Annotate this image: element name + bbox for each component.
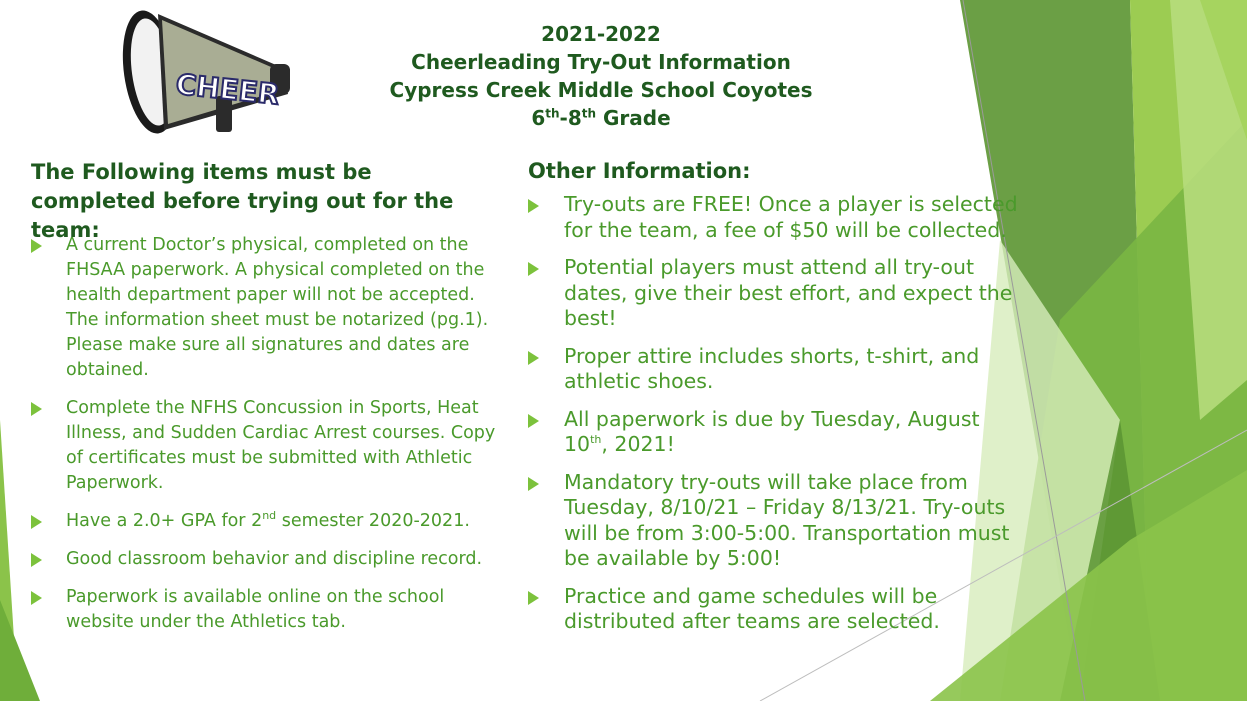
bullet-arrow-icon (528, 351, 539, 365)
requirements-list (31, 233, 496, 648)
megaphone-icon (118, 6, 298, 141)
other-info-list (528, 192, 1018, 647)
list-item: Try-outs are FREE! Once a player is selected for the team, a fee of $50 will be collected. (528, 192, 1018, 243)
list-item: Practice and game schedules will be distributed after teams are selected. (528, 584, 1018, 635)
page-title (370, 20, 832, 132)
title-main: Cheerleading Try-Out Information (411, 50, 791, 74)
other-info-heading: Other Information: (528, 159, 751, 183)
list-item: Potential players must attend all try-out dates, give their best effort, and expect the best! (528, 255, 1018, 332)
bullet-arrow-icon (31, 402, 42, 416)
list-item: Mandatory try-outs will take place from Tuesday, 8/10/21 – Friday 8/13/21. Try-outs will be from 3:00-5:00. Transportation must be available by 5:00! (528, 470, 1018, 572)
list-item: Paperwork is available online on the school website under the Athletics tab. (31, 585, 496, 635)
bullet-arrow-icon (528, 591, 539, 605)
title-grade: 6th-8th Grade (531, 106, 671, 130)
logo-text: CHEER (174, 67, 281, 112)
bullet-arrow-icon (528, 414, 539, 428)
bullet-arrow-icon (31, 553, 42, 567)
list-item: A current Doctor’s physical, completed on the FHSAA paperwork. A physical completed on the health department paper will not be accepted. The information sheet must be notarized (pg.1). Please make sure all signatures and dates are obtained. (31, 233, 496, 383)
list-item: Complete the NFHS Concussion in Sports, Heat Illness, and Sudden Cardiac Arrest courses. Copy of certificates must be submitted with Athletic Paperwork. (31, 396, 496, 496)
bullet-arrow-icon (528, 262, 539, 276)
bullet-arrow-icon (31, 239, 42, 253)
bullet-arrow-icon (31, 515, 42, 529)
bullet-arrow-icon (31, 591, 42, 605)
list-item: All paperwork is due by Tuesday, August 10th, 2021! (528, 407, 1018, 458)
title-year: 2021-2022 (541, 22, 661, 46)
title-school: Cypress Creek Middle School Coyotes (389, 78, 813, 102)
requirements-heading: The Following items must be completed before trying out for the team: (31, 160, 454, 242)
list-item: Have a 2.0+ GPA for 2nd semester 2020-2021. (31, 509, 496, 534)
list-item: Good classroom behavior and discipline record. (31, 547, 496, 572)
list-item: Proper attire includes shorts, t-shirt, and athletic shoes. (528, 344, 1018, 395)
bullet-arrow-icon (528, 199, 539, 213)
bullet-arrow-icon (528, 477, 539, 491)
